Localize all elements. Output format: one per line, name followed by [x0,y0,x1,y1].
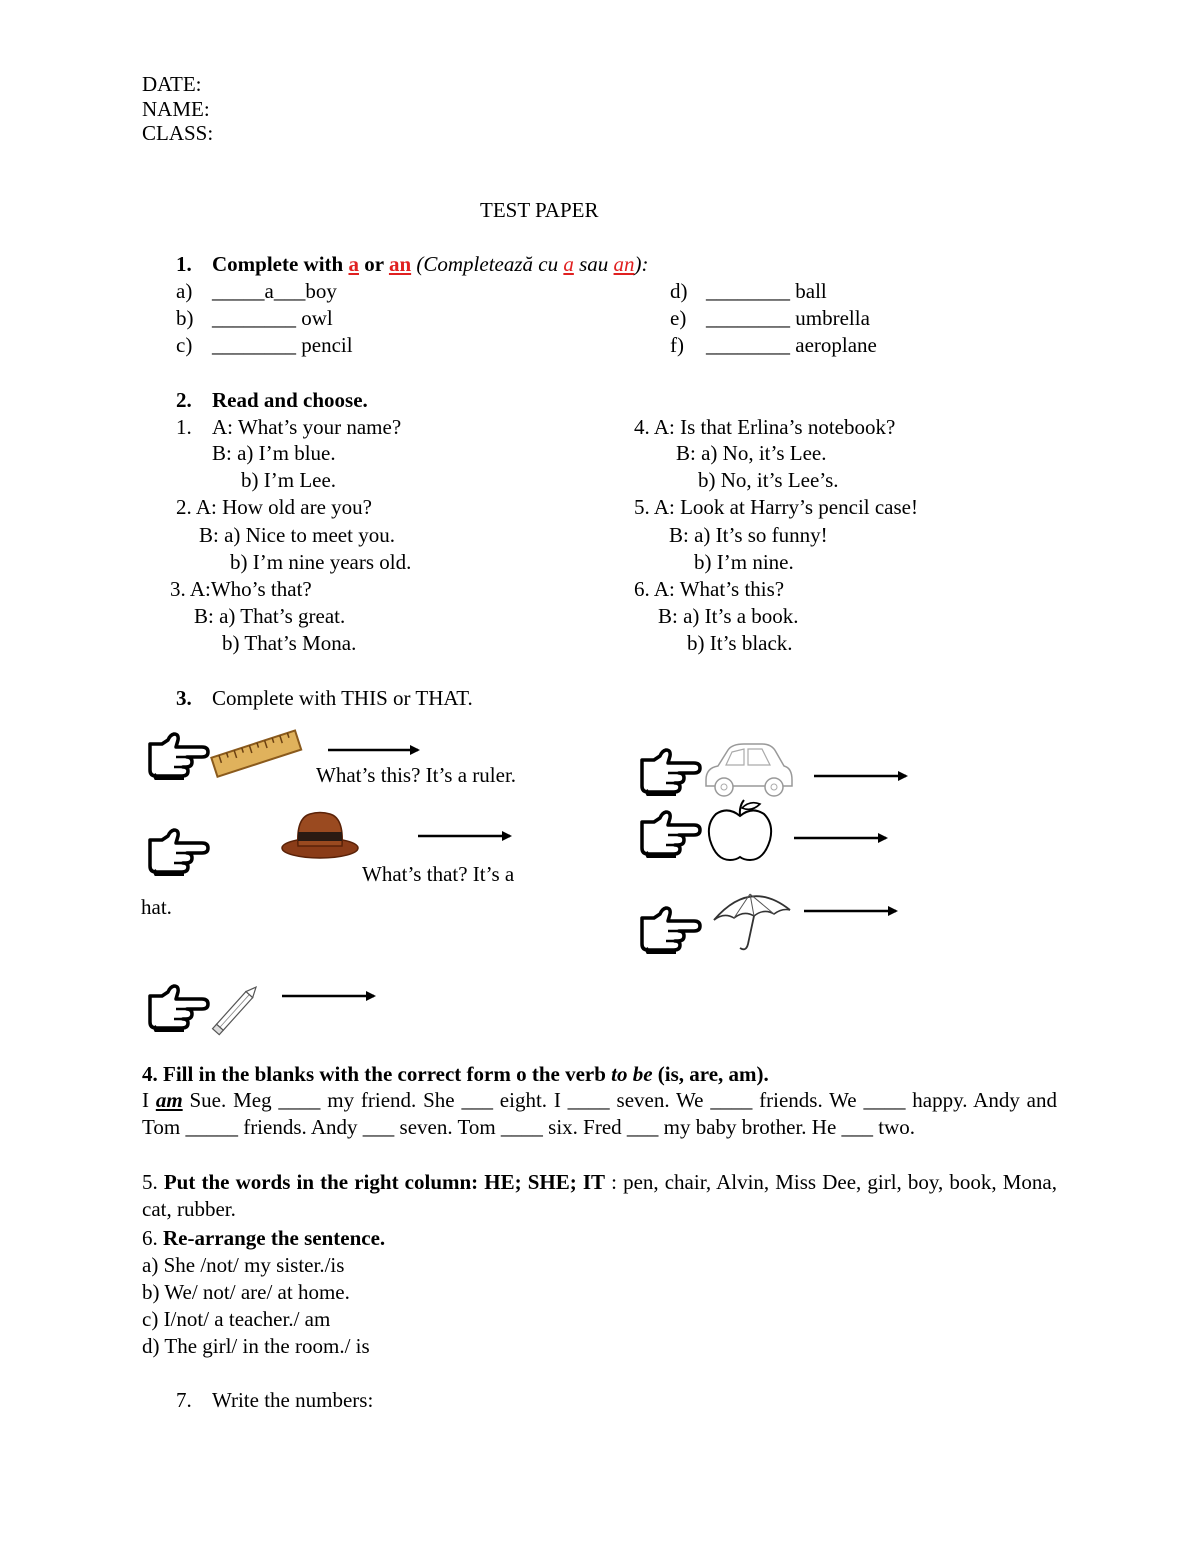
ruler-icon [208,728,303,778]
ex2-line: B: a) It’s a book. [658,604,799,628]
ex2-line: A: What’s your name? [212,415,402,439]
ex2-line: 5. A: Look at Harry’s pencil case! [634,495,918,519]
ex7-title: Write the numbers: [212,1388,374,1412]
ex4-text: I am Sue. Meg ____ my friend. She ___ eight. I ____ seven. We ____ friends. We ____ happy. Andy and Tom _____ friends. Andy ___ seven. Tom ____ six. Fred ___ my baby brother. He ___ two. [142,1088,1057,1140]
ex2-line: 1. [176,415,192,439]
ex1-item-label: e) [670,306,687,330]
ex1-item-label: a) [176,279,193,303]
pointing-hand-icon [638,808,702,860]
ex2-line: B: a) It’s so funny! [669,523,828,547]
arrow-icon [792,830,890,846]
ex1-item-text: ________ ball [706,279,827,303]
ex5-text: 5. Put the words in the right column: HE; SHE; IT : pen, chair, Alvin, Miss Dee, girl, boy, book, Mona, cat, rubber. [142,1170,1057,1222]
arrow-icon [326,742,422,758]
ex1-instruction: Complete with a or an (Completează cu a sau an): [212,252,649,276]
ex2-line: B: a) Nice to meet you. [199,523,395,547]
ex2-line: b) I’m nine years old. [230,550,412,574]
page-title: TEST PAPER [480,198,599,222]
hat-icon [280,808,360,860]
ex4-title: 4. Fill in the blanks with the correct form o the verb to be (is, are, am). [142,1062,769,1086]
ex2-line: B: a) I’m blue. [212,441,336,465]
ex2-line: 3. A:Who’s that? [170,577,312,601]
ex2-number: 2. [176,388,192,412]
umbrella-icon [710,886,794,956]
ex6-item: b) We/ not/ are/ at home. [142,1280,350,1304]
ex2-line: 2. A: How old are you? [176,495,372,519]
ex1-item-label: c) [176,333,193,357]
ex6-item: d) The girl/ in the room./ is [142,1334,370,1358]
date-label: DATE: [142,72,202,96]
car-icon [700,738,796,802]
name-label: NAME: [142,97,210,121]
ex2-line: B: a) No, it’s Lee. [676,441,827,465]
ex1-item-text: ________ aeroplane [706,333,877,357]
ex2-line: b) I’m nine. [694,550,794,574]
ex1-item-label: f) [670,333,684,357]
arrow-icon [416,828,514,844]
ex2-line: b) I’m Lee. [241,468,337,492]
ex2-line: b) That’s Mona. [222,631,357,655]
ex6-item: a) She /not/ my sister./is [142,1253,345,1277]
ex1-item-text: ________ owl [212,306,333,330]
pointing-hand-icon [146,826,210,878]
arrow-icon [280,988,378,1004]
ex1-item-label: b) [176,306,194,330]
hat-answer-word: hat. [141,895,172,919]
pointing-hand-icon [146,730,210,782]
ex1-item-label: d) [670,279,688,303]
ex2-line: b) It’s black. [687,631,793,655]
apple-icon [706,798,774,864]
pointing-hand-icon [146,982,210,1034]
arrow-icon [802,903,900,919]
ex2-line: B: a) That’s great. [194,604,346,628]
ex2-title: Read and choose. [212,388,368,412]
ex1-item-text: ________ umbrella [706,306,870,330]
pencil-icon [206,982,268,1036]
ex2-line: 6. A: What’s this? [634,577,785,601]
class-label: CLASS: [142,121,214,145]
ex3-title: Complete with THIS or THAT. [212,686,473,710]
ex7-number: 7. [176,1388,192,1412]
ex2-line: 4. A: Is that Erlina’s notebook? [634,415,896,439]
ex1-item-text: _____a___boy [212,279,337,303]
ex6-title: 6. Re-arrange the sentence. [142,1226,386,1250]
ex6-item: c) I/not/ a teacher./ am [142,1307,331,1331]
ruler-answer: What’s this? It’s a ruler. [316,763,517,787]
ex1-item-text: ________ pencil [212,333,353,357]
arrow-icon [812,768,910,784]
ex2-line: b) No, it’s Lee’s. [698,468,839,492]
pointing-hand-icon [638,904,702,956]
ex1-number: 1. [176,252,192,276]
hat-answer: What’s that? It’s a [362,862,515,886]
ex3-number: 3. [176,686,192,710]
pointing-hand-icon [638,746,702,798]
